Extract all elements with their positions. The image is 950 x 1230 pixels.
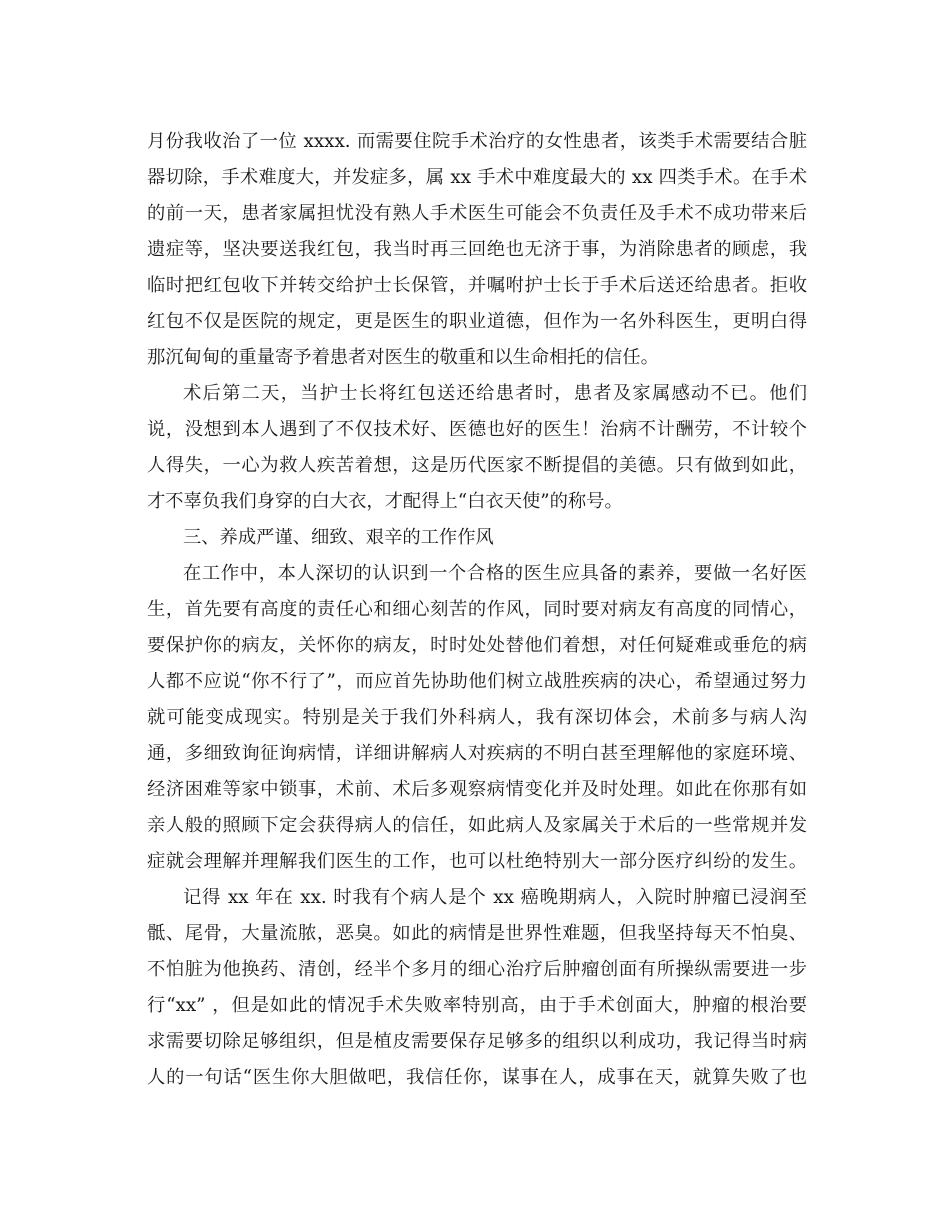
text-line: 遗症等，坚决要送我红包，我当时再三回绝也无济于事，为消除患者的顾虑，我 (147, 239, 807, 260)
text-line: 说，没想到本人遇到了不仅技术好、医德也好的医生！治病不计酬劳，不计较个 (147, 419, 807, 440)
text-line: 人都不应说“你不行了”，而应首先协助他们树立战胜疾病的决心，希望通过努力 (147, 671, 807, 692)
document-body (147, 124, 807, 1096)
text-line: 人的一句话“医生你大胆做吧，我信任你，谋事在人，成事在天，就算失败了也 (147, 1067, 807, 1088)
text-line: 才不辜负我们身穿的白大衣，才配得上“白衣天使”的称号。 (147, 491, 623, 512)
text-line: 人得失，一心为救人疾苦着想，这是历代医家不断提倡的美德。只有做到如此， (147, 455, 807, 476)
text-line: 那沉甸甸的重量寄予着患者对医生的敬重和以生命相托的信任。 (147, 347, 659, 368)
text-line: 三、养成严谨、细致、艰辛的工作作风 (183, 527, 494, 548)
text-line: 求需要切除足够组织，但是植皮需要保存足够多的组织以利成功，我记得当时病 (147, 1031, 807, 1052)
text-line: 通，多细致询征询病情，详细讲解病人对疾病的不明白甚至理解他的家庭环境、 (147, 743, 807, 764)
text-line: 在工作中，本人深切的认识到一个合格的医生应具备的素养，要做一名好医 (183, 563, 807, 584)
text-line: 经济困难等家中锁事，术前、术后多观察病情变化并及时处理。如此在你那有如 (147, 779, 807, 800)
text-line: 红包不仅是医院的规定，更是医生的职业道德，但作为一名外科医生，更明白得 (147, 311, 807, 332)
text-line: 要保护你的病友，关怀你的病友，时时处处替他们着想，对任何疑难或垂危的病 (147, 635, 807, 656)
text-line: 的前一天，患者家属担忧没有熟人手术医生可能会不负责任及手术不成功带来后 (147, 203, 807, 224)
text-line: 行“xx” ，但是如此的情况手术失败率特别高，由于手术创面大，肿瘤的根治要 (147, 995, 807, 1016)
text-line: 不怕脏为他换药、清创，经半个多月的细心治疗后肿瘤创面有所操纵需要进一步 (147, 959, 807, 980)
text-line: 临时把红包收下并转交给护士长保管，并嘱咐护士长于手术后送还给患者。拒收 (147, 275, 807, 296)
text-line: 就可能变成现实。特别是关于我们外科病人，我有深切体会，术前多与病人沟 (147, 707, 807, 728)
text-line: 骶、尾骨，大量流脓，恶臭。如此的病情是世界性难题，但我坚持每天不怕臭、 (147, 923, 807, 944)
text-line: 月份我收治了一位 xxxx. 而需要住院手术治疗的女性患者，该类手术需要结合脏 (147, 131, 807, 152)
text-line: 术后第二天，当护士长将红包送还给患者时，患者及家属感动不已。他们 (183, 383, 807, 404)
text-line: 亲人般的照顾下定会获得病人的信任，如此病人及家属关于术后的一些常规并发 (147, 815, 807, 836)
text-line: 记得 xx 年在 xx. 时我有个病人是个 xx 癌晚期病人，入院时肿瘤已浸润至 (183, 887, 807, 908)
text-line: 生，首先要有高度的责任心和细心刻苦的作风，同时要对病友有高度的同情心， (147, 599, 807, 620)
text-line: 器切除，手术难度大，并发症多，属 xx 手术中难度最大的 xx 四类手术。在手术 (147, 167, 807, 188)
text-line: 症就会理解并理解我们医生的工作，也可以杜绝特别大一部分医疗纠纷的发生。 (147, 851, 807, 872)
